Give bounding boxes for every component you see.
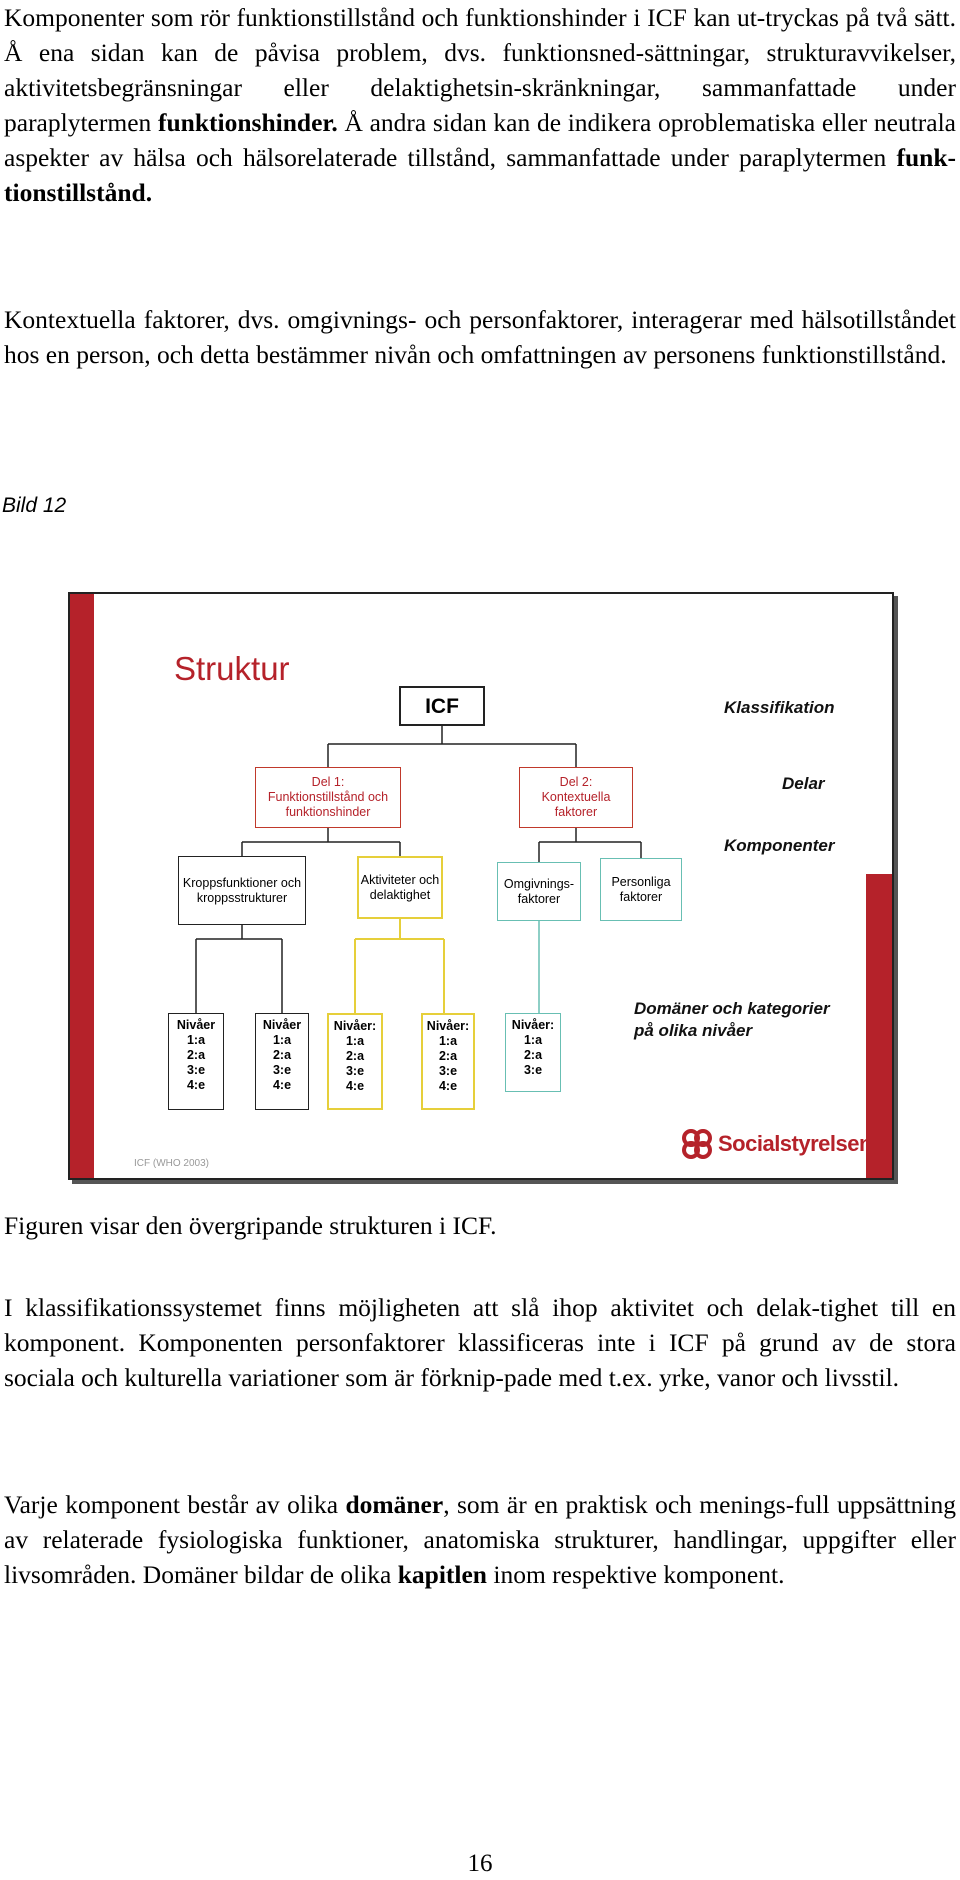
level-item: 3:e — [438, 1064, 458, 1078]
paragraph-1 — [4, 0, 956, 210]
level-item: 1:a — [523, 1033, 543, 1047]
part-2-box: Del 2: Kontextuella faktorer — [519, 767, 633, 828]
paragraph-text: Komponenter som rör funktionstillstånd och funktionshinder i ICF kan ut-tryckas på två sätt. Å ena sidan kan de påvisa problem, dvs. funktionsned-sättningar, strukturavvikelser, aktivitetsbegränsningar eller delaktighetsin-skränkningar, sammanfattade under paraplytermen — [4, 3, 956, 137]
label-komponenter: Komponenter — [724, 836, 835, 855]
level-item: 4:e — [438, 1079, 458, 1093]
levels-box-activities — [327, 1013, 383, 1110]
bold-term: kapitlen — [397, 1560, 487, 1589]
level-item: 2:a — [523, 1048, 543, 1062]
figure-caption: Bild 12 — [2, 494, 67, 517]
levels-box-environmental — [505, 1013, 561, 1092]
paragraph-2: Kontextuella faktorer, dvs. omgivnings- och personfaktorer, interagerar med hälsotillståndet hos en person, och detta bestämmer nivån och omfattningen av personens funktionstillstånd. — [4, 305, 956, 369]
label-klassifikation: Klassifikation — [724, 698, 835, 717]
levels-heading: Nivåer: — [511, 1018, 555, 1032]
paragraph-4: I klassifikationssystemet finns möjligheten att slå ihop aktivitet och delak-tighet till en komponent. Komponenten personfaktorer klassificeras inte i ICF på grund av de stora sociala och kulturella variationer som är förknip-pade med t.ex. yrke, vanor och livsstil. — [4, 1293, 956, 1392]
level-item: 2:a — [272, 1048, 292, 1062]
icf-structure-slide — [68, 592, 894, 1180]
level-item: 3:e — [523, 1063, 543, 1077]
paragraph-text: , som är en praktisk och menings-full uppsättning av relaterade fysiologiska funktioner, anatomiska strukturer, handlingar, uppgifter eller livsområden. Domäner bildar de olika — [4, 1490, 956, 1589]
slide-title: Struktur — [174, 650, 290, 687]
level-item: 1:a — [438, 1034, 458, 1048]
level-item: 4:e — [186, 1078, 206, 1092]
part-1-box: Del 1: Funktionstillstånd och funktionshinder — [255, 767, 401, 828]
level-item: 2:a — [186, 1048, 206, 1062]
bold-term: funktionshinder. — [157, 108, 338, 137]
level-item: 1:a — [272, 1033, 292, 1047]
levels-heading: Nivåer: — [426, 1019, 470, 1033]
paragraph-text: Varje komponent består av olika — [4, 1490, 346, 1519]
level-item: 4:e — [345, 1079, 365, 1093]
source-note: ICF (WHO 2003) — [134, 1158, 210, 1169]
component-personal-factors: Personliga faktorer — [600, 858, 682, 921]
levels-box-body-functions — [168, 1013, 224, 1110]
level-item: 4:e — [272, 1078, 292, 1092]
level-item: 3:e — [186, 1063, 206, 1077]
level-item: 3:e — [272, 1063, 292, 1077]
component-activities: Aktiviteter och delaktighet — [357, 856, 443, 919]
paragraph-3: Figuren visar den övergripande strukturen i ICF. — [4, 1211, 497, 1240]
bold-term: funk-tionstillstånd. — [4, 143, 956, 207]
component-body-functions: Kroppsfunktioner och kroppsstrukturer — [178, 856, 306, 925]
levels-box-body-structures — [255, 1013, 309, 1110]
socialstyrelsen-logo — [680, 1128, 872, 1160]
logo-text: Socialstyrelsen — [718, 1131, 872, 1156]
levels-heading: Nivåer — [262, 1018, 302, 1032]
levels-box-participation — [421, 1013, 475, 1110]
level-item: 1:a — [345, 1034, 365, 1048]
level-item: 2:a — [438, 1049, 458, 1063]
label-domaner: Domäner och kategorier på olika nivåer — [634, 999, 830, 1040]
bold-term: domäner — [345, 1490, 444, 1519]
paragraph-5 — [4, 1487, 956, 1592]
paragraph-text: inom respektive komponent. — [487, 1560, 785, 1589]
level-item: 3:e — [345, 1064, 365, 1078]
levels-heading: Nivåer — [176, 1018, 216, 1032]
socialstyrelsen-emblem-icon — [680, 1128, 714, 1160]
page-number: 16 — [467, 1850, 493, 1877]
level-item: 2:a — [345, 1049, 365, 1063]
paragraph-text: Å andra sidan kan de indikera oproblematiska eller neutrala aspekter av hälsa och hälsorelaterade tillstånd, sammanfattade under paraplytermen — [4, 108, 956, 172]
level-item: 1:a — [186, 1033, 206, 1047]
label-delar: Delar — [782, 774, 825, 793]
icf-root-box: ICF — [399, 686, 485, 726]
levels-heading: Nivåer: — [333, 1019, 377, 1033]
component-environmental-factors: Omgivnings-faktorer — [497, 862, 581, 921]
